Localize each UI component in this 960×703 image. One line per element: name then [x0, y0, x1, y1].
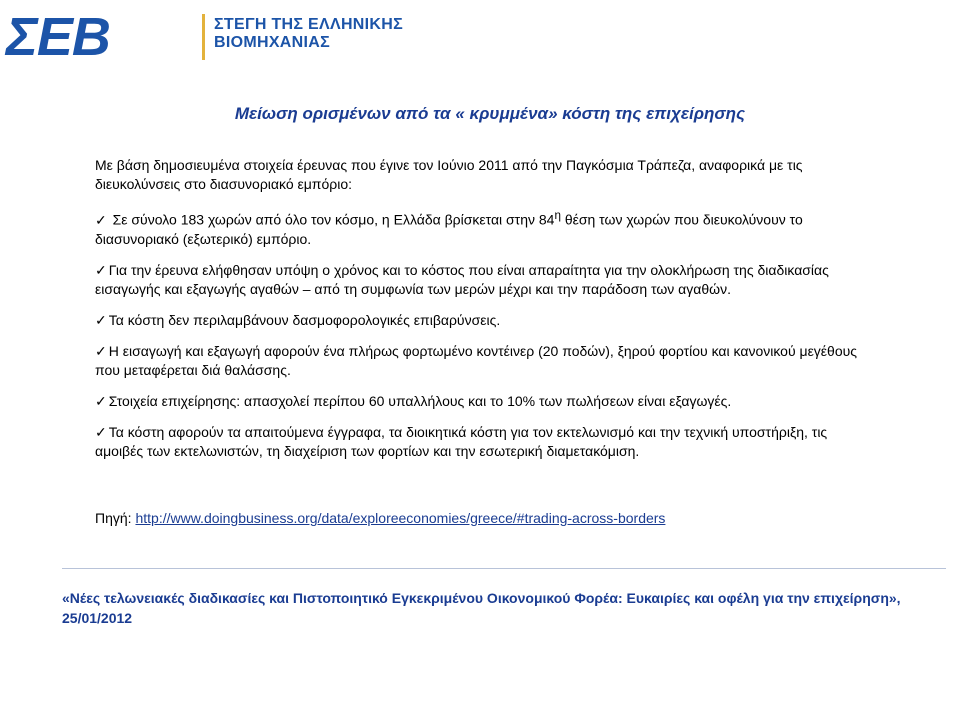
- bullet-item: [95, 342, 865, 380]
- check-mark-icon: ✓: [95, 392, 107, 409]
- bullet-superscript: η: [554, 209, 561, 222]
- bullet-item: [95, 206, 865, 249]
- bullet-text: θέση των χωρών που διευκολύνουν το διασυνοριακό (εξωτερικό) εμπόριο.: [95, 211, 803, 247]
- main-content: [95, 156, 865, 461]
- bullet-text: Για την έρευνα ελήφθησαν υπόψη ο χρόνος και το κόστος που είναι απαραίτητα για την ολοκλήρωση της διαδικασίας εισαγωγής και εξαγωγής αγαθών – από τη συμφωνία των μερών μέχρι και την παράδοση των αγαθών.: [95, 261, 829, 297]
- bullet-text: Τα κόστη αφορούν τα απαιτούμενα έγγραφα, τα διοικητικά κόστη για τον εκτελωνισμό και την τεχνική υποστήριξη, τις αμοιβές των εκτελωνιστών, τη διαχείριση των φορτίων και την εσωτερική διαμετακόμιση.: [95, 423, 828, 459]
- check-mark-icon: ✓: [95, 211, 107, 228]
- org-line-1: ΣΤΕΓΗ ΤΗΣ ΕΛΛΗΝΙΚΗΣ: [214, 16, 404, 33]
- source-line: [95, 510, 665, 526]
- source-link[interactable]: http://www.doingbusiness.org/data/exploreeconomies/greece/#trading-across-borders: [135, 510, 666, 526]
- check-mark-icon: ✓: [95, 311, 107, 328]
- bullet-item: [95, 392, 865, 411]
- logo-divider: [202, 14, 205, 60]
- page-title: Μείωση ορισμένων από τα « κρυμμένα» κόστη της επιχείρησης: [234, 104, 746, 123]
- bullet-item: [95, 423, 865, 461]
- header-logo: [6, 8, 436, 68]
- footer-divider: [62, 568, 946, 569]
- bullet-text: Τα κόστη δεν περιλαμβάνουν δασμοφορολογικές επιβαρύνσεις.: [108, 311, 501, 328]
- check-mark-icon: ✓: [95, 423, 107, 440]
- seb-logo: ΣΕΒ: [6, 7, 110, 67]
- bullet-item: [95, 261, 865, 299]
- source-label: Πηγή:: [95, 510, 136, 526]
- intro-paragraph: Με βάση δημοσιευμένα στοιχεία έρευνας που έγινε τον Ιούνιο 2011 από την Παγκόσμια Τράπεζα, αναφορικά με τις διευκολύνσεις στο διασυνοριακό εμπόριο:: [95, 157, 803, 192]
- bullet-text: Η εισαγωγή και εξαγωγή αφορούν ένα πλήρως φορτωμένο κοντέινερ (20 ποδών), ξηρού φορτίου και κανονικού μεγέθους που μεταφέρεται διά θαλάσσης.: [95, 342, 858, 378]
- check-mark-icon: ✓: [95, 261, 107, 278]
- bullet-item: [95, 311, 865, 330]
- bullet-text: Στοιχεία επιχείρησης: απασχολεί περίπου 60 υπαλλήλους και το 10% των πωλήσεων είναι εξαγωγές.: [108, 392, 732, 409]
- org-line-2: ΒΙΟΜΗΧΑΝΙΑΣ: [214, 34, 331, 51]
- footer-text: «Νέες τελωνειακές διαδικασίες και Πιστοποιητικό Εγκεκριμένου Οικονομικού Φορέα: Ευκαιρίες και οφέλη για την επιχείρηση», 25/01/2012: [62, 590, 901, 626]
- organization-name: [214, 16, 403, 52]
- bullet-text: Σε σύνολο 183 χωρών από όλο τον κόσμο, η Ελλάδα βρίσκεται στην 84: [112, 211, 555, 228]
- check-mark-icon: ✓: [95, 342, 107, 359]
